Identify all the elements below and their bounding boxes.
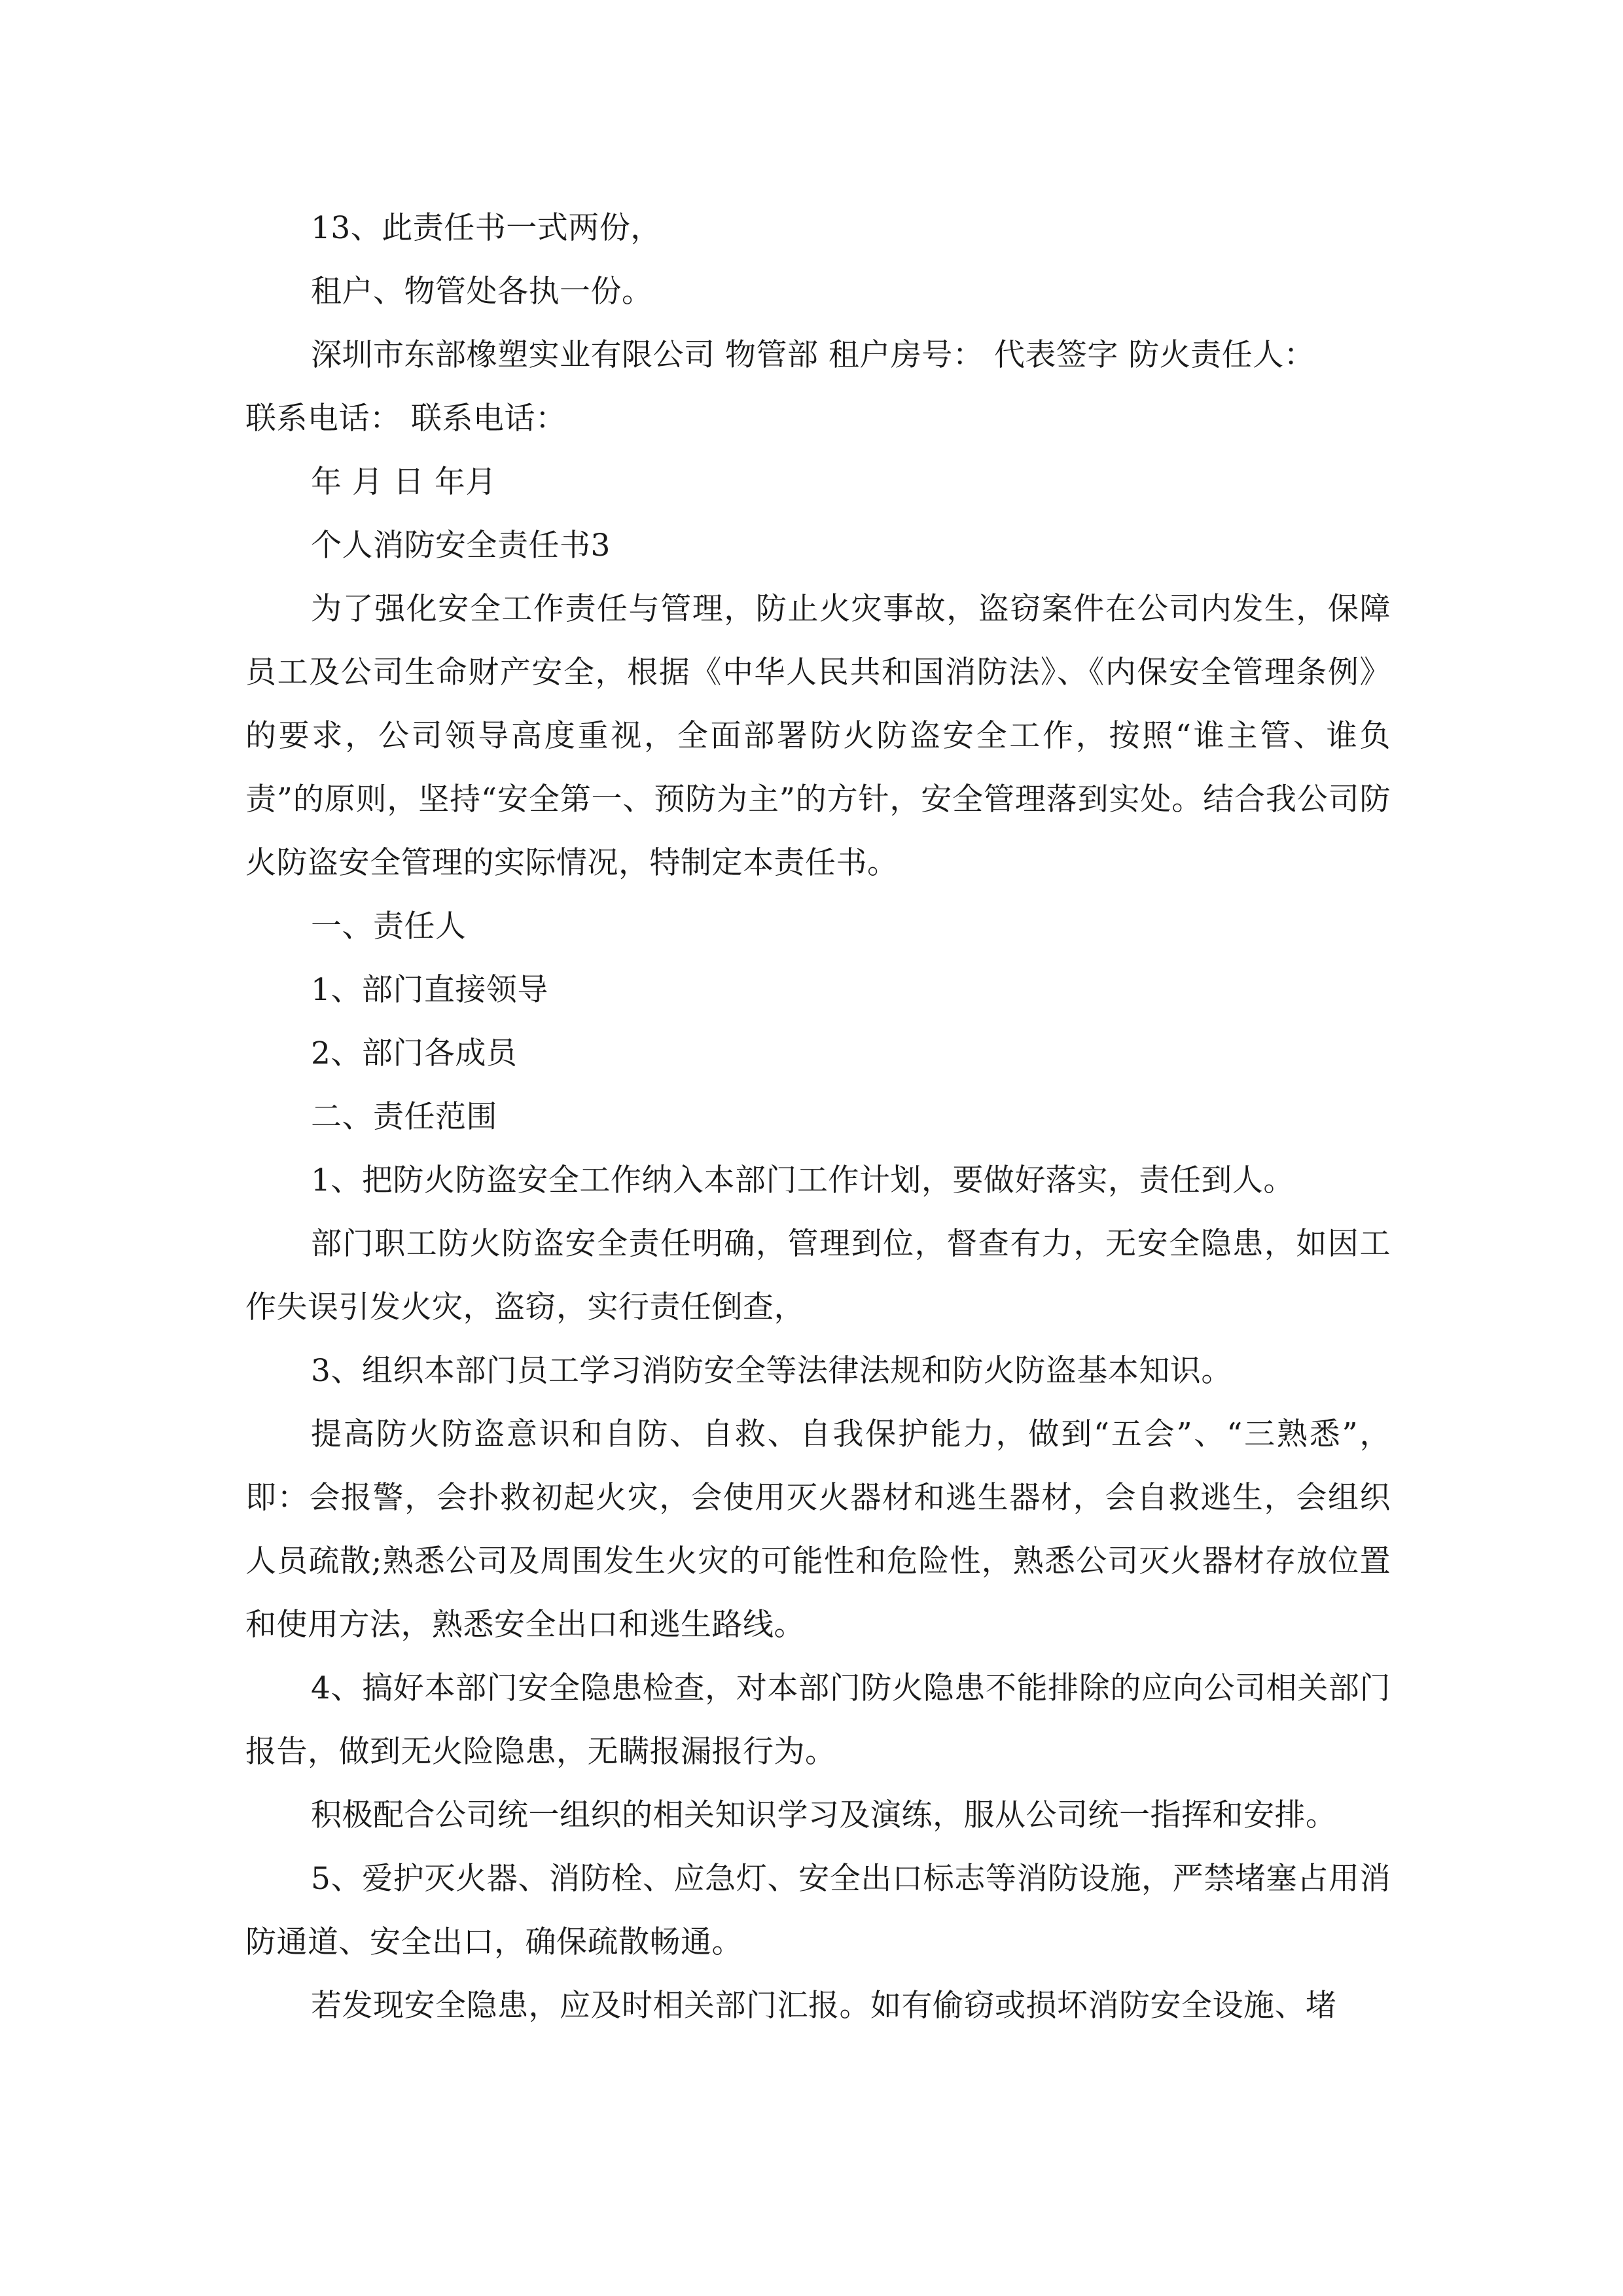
list-item: 1、部门直接领导 bbox=[311, 972, 548, 1008]
list-item: 1、把防火防盗安全工作纳入本部门工作计划，要做好落实，责任到人。 bbox=[311, 1162, 1294, 1198]
paragraph: 若发现安全隐患，应及时相关部门汇报。如有偷窃或损坏消防安全设施、堵 bbox=[311, 1988, 1337, 2024]
list-item: 2、部门各成员 bbox=[311, 1035, 518, 1071]
paragraph: 积极配合公司统一组织的相关知识学习及演练，服从公司统一指挥和安排。 bbox=[311, 1797, 1337, 1833]
signature-line: 深圳市东部橡塑实业有限公司 物管部 租户房号： 代表签字 防火责任人： bbox=[311, 337, 1315, 373]
paragraph: 13、此责任书一式两份， bbox=[311, 210, 662, 246]
section-title: 个人消防安全责任书3 bbox=[311, 528, 611, 564]
contact-phone-line: 联系电话： 联系电话： bbox=[245, 401, 567, 437]
date-line: 年 月 日 年月 bbox=[311, 464, 497, 500]
paragraph: 租户、物管处各执一份。 bbox=[311, 274, 653, 310]
paragraph: 为了强化安全工作责任与管理，防止火灾事故，盗窃案件在公司内发生，保障员工及公司生命财产安全，根据《中华人民共和国消防法》、《内保安全管理条例》的要求，公司领导高度重视，全面部署防火防盗安全工作，按照“谁主管、谁负责”的原则，坚持“安全第一、预防为主”的方针，安全管理落到实处。结合我公司防火防盗安全管理的实际情况，特制定本责任书。 bbox=[245, 591, 1391, 881]
paragraph: 提高防火防盗意识和自防、自救、自我保护能力，做到“五会”、“三熟悉”，即：会报警，会扑救初起火灾，会使用灭火器材和逃生器材，会自救逃生，会组织人员疏散;熟悉公司及周围发生火灾的可能性和危险性，熟悉公司灭火器材存放位置和使用方法，熟悉安全出口和逃生路线。 bbox=[245, 1416, 1391, 1643]
list-item: 4、搞好本部门安全隐患检查，对本部门防火隐患不能排除的应向公司相关部门报告，做到无火险隐患，无瞒报漏报行为。 bbox=[245, 1670, 1391, 1770]
heading: 二、责任范围 bbox=[311, 1099, 497, 1135]
paragraph: 部门职工防火防盗安全责任明确，管理到位，督查有力，无安全隐患，如因工作失误引发火灾，盗窃，实行责任倒查， bbox=[245, 1226, 1391, 1325]
list-item: 3、组织本部门员工学习消防安全等法律法规和防火防盗基本知识。 bbox=[311, 1353, 1232, 1389]
heading: 一、责任人 bbox=[311, 908, 467, 944]
document-body bbox=[245, 196, 1391, 2037]
list-item: 5、爱护灭火器、消防栓、应急灯、安全出口标志等消防设施，严禁堵塞占用消防通道、安全出口，确保疏散畅通。 bbox=[245, 1861, 1391, 1960]
